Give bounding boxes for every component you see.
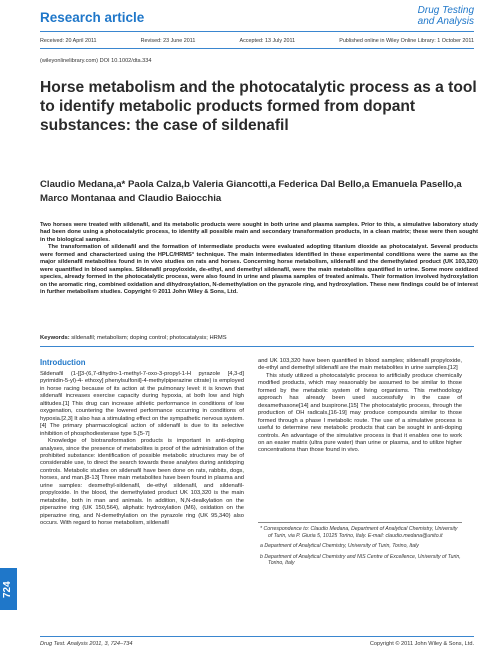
doi-line: (wileyonlinelibrary.com) DOI 10.1002/dta.334	[40, 58, 152, 64]
introduction-heading: Introduction	[40, 358, 86, 367]
page-number-tab	[0, 568, 17, 610]
intro-paragraph-3: and UK 103,320 have been quantified in blood samples; sildenafil propyloxide, de-ethyl and demethyl sildenafil are the main metabolites in urine samples.[12]	[258, 358, 462, 372]
published-date: Published online in Wiley Online Library: 1 October 2011	[339, 38, 474, 44]
abstract-paragraph-1: Two horses were treated with sildenafil, and its metabolic products were sought in both urine and plasma samples. Prior to this, a simulative laboratory study had been done using a photocatalytic process, to identify all possible main and secondary transformation products, in a clean matrix; these were then sought in the biological samples.	[40, 222, 478, 243]
affiliation-b: b Department of Analytical Chemistry and NIS Centre of Excellence, University of Turin, Torino, Italy	[260, 553, 461, 567]
intro-paragraph-4: This study utilized a photocatalytic process to artificially produce chemically modified products, which may reasonably be assumed to be similar to those formed by the metabolic system of living organisms. This methodology approach has already been used successfully in the case of dexamethasone[14] and buspirone.[15] The photocatalytic process, through the production of OH radicals,[16-19] may produce compounds similar to those formed through a phase I metabolic route. The use of a simulative process is useful to determine new metabolic products that can be sought in anti-doping controls. An advantage of the simulative process is that it enables one to work on an easier matrix (ultra pure water) than urine or plasma, and to utilize higher concentrations than those found in vivo.	[258, 372, 462, 454]
journal-citation: Drug Test. Analysis 2011, 3, 724–734	[40, 641, 133, 647]
footer-divider	[40, 636, 474, 637]
intro-paragraph-2: Knowledge of biotransformation products is important in anti-doping analyses, since the presence of metabolites is proof of the administration of the prohibited substance: identification of possible metabolic structures may be of considerable use, to direct the search towards these analytes during antidoping controls. Metabolic studies on sildenafil have been done on rats, rabbits, dogs, horses, and man.[8-13] Three main metabolites have been found in plasma and urine samples: desmethyl-sildenafil, de-ethyl sildenafil, and sildenafil-propyloxide. In the blood, the demethylated product UK 103,320 is the main metabolite, both in man and animals. In addition, N,N-dealkylation on the piperazine ring (UK 150,564), aliphatic hydroxylation (M6), oxidation on the piperazine ring, and N-demethylation on the pyrazole ring (UK 95,340) also occurs. With regard to horse metabolism, sildenafil	[40, 438, 244, 527]
article-title: Horse metabolism and the photocatalytic process as a tool to identify metabolic products formed from dopant substances: the case of sildenafil	[40, 79, 477, 134]
keywords-divider	[40, 346, 474, 347]
header-divider	[40, 31, 474, 32]
footnote-divider	[258, 522, 462, 523]
accepted-date: Accepted: 13 July 2011	[239, 38, 296, 44]
revised-date: Revised: 23 June 2011	[140, 38, 196, 44]
intro-paragraph-1: Sildenafil (1-[[3-(6,7-dihydro-1-methyl-7-oxo-3-propyl-1-H pyrazole [4,3-d] pyrimidin-5-yl)-4- ethoxy] phenylsulfonil]-4-methylpiperazine citrate) is employed in horse racing because of its action at the pulmonary level: it is known that sildenafil increases exercise capacity during hypoxia, at both low and high altitudes.[1] This drug can increase athletic performance in conditions of low oxygenation, countering the lowered performance occurring in conditions of hypoxia.[2,3] It also has a stimulating effect on the sympathetic nervous system.[4] The primary pharmacological action of sildenafil is due to its selective inhibition of phosphodiesterase type 5.[5-7]	[40, 371, 244, 437]
keywords-label: Keywords:	[40, 335, 70, 341]
correspondence-note: * Correspondence to: Claudio Medana, Department of Analytical Chemistry, University of Turin, via P. Giuria 5, 10125 Torino, Italy. E-mail: claudio.medana@unito.it	[260, 526, 458, 539]
journal-name-line2: and Analysis	[417, 16, 474, 27]
keywords	[40, 335, 227, 341]
keywords-text: sildenafil; metabolism; doping control; photocatalysis; HRMS	[71, 335, 227, 341]
history-divider	[40, 48, 474, 49]
article-history	[40, 38, 474, 44]
received-date: Received: 20 April 2011	[40, 38, 97, 44]
copyright-notice: Copyright © 2011 John Wiley & Sons, Ltd.	[369, 641, 474, 647]
right-column	[258, 358, 462, 455]
author-list: Claudio Medana,a* Paola Calza,b Valeria Giancotti,a Federica Dal Bello,a Emanuela Pasello,a Marco Montanaa and Claudio Baiocchia	[40, 179, 462, 204]
affiliation-a: a Department of Analytical Chemistry, University of Turin, Torino, Italy	[260, 543, 419, 550]
journal-name-line1: Drug Testing	[417, 5, 474, 16]
footnotes	[258, 522, 462, 571]
left-column	[40, 358, 244, 528]
journal-name	[418, 5, 474, 27]
abstract	[40, 222, 478, 297]
abstract-paragraph-2: The transformation of sildenafil and the formation of intermediate products were evaluated adopting titanium dioxide as photocatalyst. Several products were formed and characterized using the HPLC/HRMS° technique. The main intermediates identified in these experimental conditions were the same as the major sildenafil metabolites found in in vivo studies on rats and horses. Concerning horse metabolism, sildenafil and the demethylated product (UK 103,320) were quantified in blood samples. Sildenafil propyloxide, de-ethyl, and demethyl sildenafil, were the main metabolites quantified in urine. Some more oxidized species, already formed in the photocatalytic process, were also found in urine and plasma samples of treated animals. Their formation involved hydroxylation on the aromatic ring, combined oxidation and dihydroxylation, N-demethylation on the pyrazole ring, and hydroxylation. These new findings could be of interest in further metabolism studies. Copyright © 2011 John Wiley & Sons, Ltd.	[40, 244, 478, 296]
section-label: Research article	[40, 10, 145, 25]
page-number: 724	[2, 581, 13, 598]
